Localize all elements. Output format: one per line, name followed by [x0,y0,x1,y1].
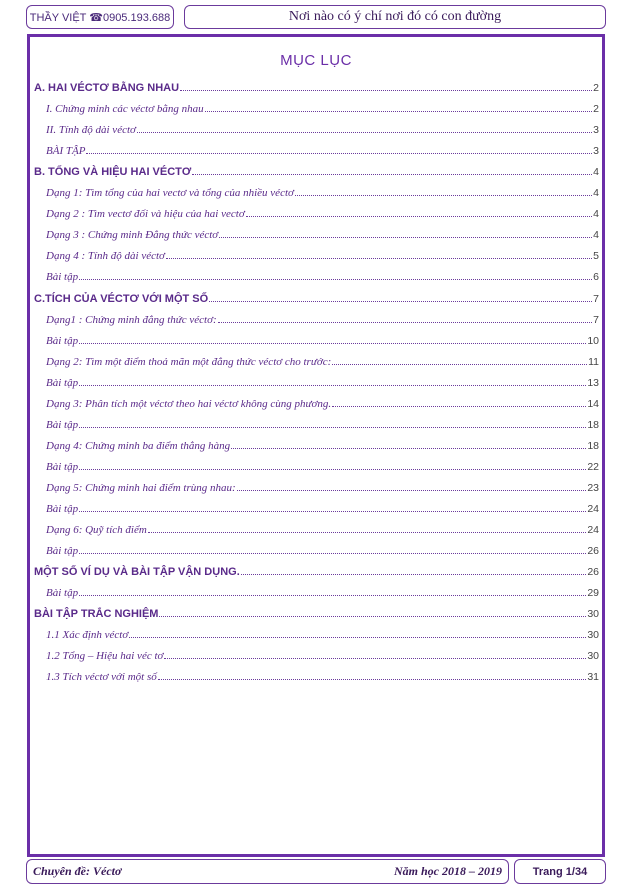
toc-leader-dots [79,469,586,470]
toc-entry-page: 10 [587,334,599,347]
footer-page-box [514,859,606,884]
toc-leader-dots [332,364,587,365]
toc-entry-page: 3 [593,145,599,158]
toc-entry-text: Dạng 2 : Tìm vectơ đối và hiệu của hai vectơ [46,208,245,221]
toc-entry-page: 29 [587,587,599,600]
toc-entry-page: 18 [587,418,599,431]
toc-entry-text: Dạng 3 : Chứng minh Đẳng thức véctơ [46,229,219,242]
toc-entry[interactable] [34,73,599,94]
toc-entry-page: 4 [593,229,599,242]
toc-entry[interactable] [34,136,599,157]
toc-entry[interactable] [34,262,599,283]
toc-entry-page: 6 [593,271,599,284]
toc-entry-text: II. Tính độ dài véctơ [46,124,136,137]
toc-leader-dots [218,322,593,323]
toc-entry-text: Bài tập [46,502,79,515]
footer-info [26,859,509,884]
toc-entry-page: 18 [587,439,599,452]
toc-entry-page: 13 [587,376,599,389]
toc-entry-page: 14 [587,397,599,410]
footer-page: Trang 1/34 [532,865,588,878]
toc-entry-page: 22 [587,460,599,473]
toc-entry-text: 1.1 Xác định véctơ [46,629,129,642]
toc-entry[interactable] [34,389,599,410]
toc-entry[interactable] [34,557,599,578]
toc-entry-page: 30 [587,629,599,642]
toc-entry-text: Bài tập [46,418,79,431]
toc-leader-dots [129,637,586,638]
toc-leader-dots [137,132,592,133]
toc-leader-dots [79,385,586,386]
toc-entry-text: Dạng 6: Quỹ tích điểm [46,524,147,537]
toc-entry-text: A. HAI VÉCTƠ BẰNG NHAU [34,82,180,95]
toc-entry-text: BÀI TẬP TRẮC NGHIỆM [34,608,159,621]
toc-entry-page: 26 [587,566,599,579]
toc-entry[interactable] [34,115,599,136]
toc-entry[interactable] [34,305,599,326]
toc-entry-page: 11 [588,355,599,368]
toc-entry[interactable] [34,94,599,115]
toc-leader-dots [164,658,586,659]
toc-entry-page: 5 [593,250,599,263]
footer-year: Năm học 2018 – 2019 [394,864,502,878]
page-frame [27,34,605,857]
toc-leader-dots [219,237,592,238]
toc-entry[interactable] [34,599,599,620]
toc-entry-text: Bài tập [46,545,79,558]
toc-leader-dots [86,153,592,154]
toc-entry-page: 4 [593,208,599,221]
toc-entry[interactable] [34,326,599,347]
toc-entry-page: 23 [587,481,599,494]
toc-leader-dots [180,90,592,91]
toc-entry-text: Bài tập [46,587,79,600]
toc-leader-dots [231,448,586,449]
toc-entry[interactable] [34,515,599,536]
toc-leader-dots [79,511,586,512]
toc-entry-text: I. Chứng minh các véctơ bằng nhau [46,103,204,116]
toc-leader-dots [79,595,586,596]
toc-entry[interactable] [34,220,599,241]
toc-entry-page: 31 [587,671,599,684]
toc-entry[interactable] [34,178,599,199]
toc-entry-text: Bài tập [46,460,79,473]
toc-leader-dots [79,427,586,428]
toc-leader-dots [295,195,592,196]
toc-entry[interactable] [34,536,599,557]
toc-entry-page: 30 [587,650,599,663]
toc-leader-dots [192,174,592,175]
toc-entry-page: 7 [593,313,599,326]
toc-entry-text: Bài tập [46,376,79,389]
toc-entry[interactable] [34,410,599,431]
toc-entry[interactable] [34,368,599,389]
toc-entry-page: 30 [587,608,599,621]
toc-leader-dots [205,111,593,112]
footer-topic: Chuyên đề: Véctơ [33,864,122,878]
toc-entry-page: 4 [593,166,599,179]
teacher-contact-box [26,5,174,29]
toc-leader-dots [79,343,586,344]
toc-leader-dots [159,616,586,617]
toc-entry-page: 7 [593,292,599,305]
toc-entry-text: Dạng 4: Chứng minh ba điểm thẳng hàng [46,439,231,452]
toc-leader-dots [237,490,587,491]
motto: Nơi nào có ý chí nơi đó có con đường [288,9,502,24]
toc-entry-page: 26 [587,545,599,558]
toc-entry[interactable] [34,283,599,304]
toc-entry-text: 1.3 Tích véctơ với một số [46,671,157,684]
toc-entry[interactable] [34,494,599,515]
toc-title: MỤC LỤC [280,52,352,69]
toc-leader-dots [79,279,592,280]
toc-entry[interactable] [34,199,599,220]
toc-entry[interactable] [34,641,599,662]
toc-entry-page: 2 [593,82,599,95]
toc-entry-page: 24 [587,524,599,537]
toc-entry-text: Bài tập [46,334,79,347]
toc-entry-text: C.TÍCH CỦA VÉCTƠ VỚI MỘT SỐ [34,292,209,305]
toc-leader-dots [209,301,592,302]
table-of-contents [34,73,599,683]
toc-entry-page: 3 [593,124,599,137]
toc-entry[interactable] [34,452,599,473]
toc-entry-page: 4 [593,187,599,200]
toc-entry[interactable] [34,157,599,178]
toc-leader-dots [158,679,587,680]
motto-box [184,5,606,29]
toc-leader-dots [332,406,586,407]
toc-leader-dots [246,216,592,217]
toc-entry-text: Dạng 5: Chứng minh hai điểm trùng nhau: [46,481,236,494]
toc-entry-text: MỘT SỐ VÍ DỤ VÀ BÀI TẬP VẬN DỤNG. [34,566,240,579]
teacher-contact: THẦY VIỆT ☎0905.193.688 [29,11,171,24]
toc-entry-page: 24 [587,502,599,515]
toc-entry[interactable] [34,347,599,368]
toc-entry-text: Bài tập [46,271,79,284]
toc-entry-text: 1.2 Tổng – Hiệu hai véc tơ [46,650,164,663]
toc-leader-dots [148,532,587,533]
toc-entry-text: B. TỔNG VÀ HIỆU HAI VÉCTƠ [34,166,192,179]
toc-entry-text: Dạng 1: Tìm tổng của hai vectơ và tổng của nhiều véctơ [46,187,294,200]
toc-entry-page: 2 [593,103,599,116]
toc-leader-dots [166,258,592,259]
toc-entry[interactable] [34,473,599,494]
toc-entry[interactable] [34,662,599,683]
toc-entry[interactable] [34,620,599,641]
toc-leader-dots [79,553,586,554]
toc-entry[interactable] [34,578,599,599]
toc-entry-text: Dạng 3: Phân tích một véctơ theo hai véctơ không cùng phương. [46,397,332,410]
toc-entry-text: Dạng 2: Tìm một điểm thoả mãn một đẳng thức véctơ cho trước: [46,355,332,368]
toc-entry-text: BÀI TẬP [46,145,86,158]
toc-entry[interactable] [34,431,599,452]
toc-entry-text: Dạng 4 : Tính độ dài véctơ [46,250,165,263]
toc-entry-text: Dạng1 : Chứng minh đẳng thức véctơ: [46,313,217,326]
toc-entry[interactable] [34,241,599,262]
toc-leader-dots [241,574,587,575]
